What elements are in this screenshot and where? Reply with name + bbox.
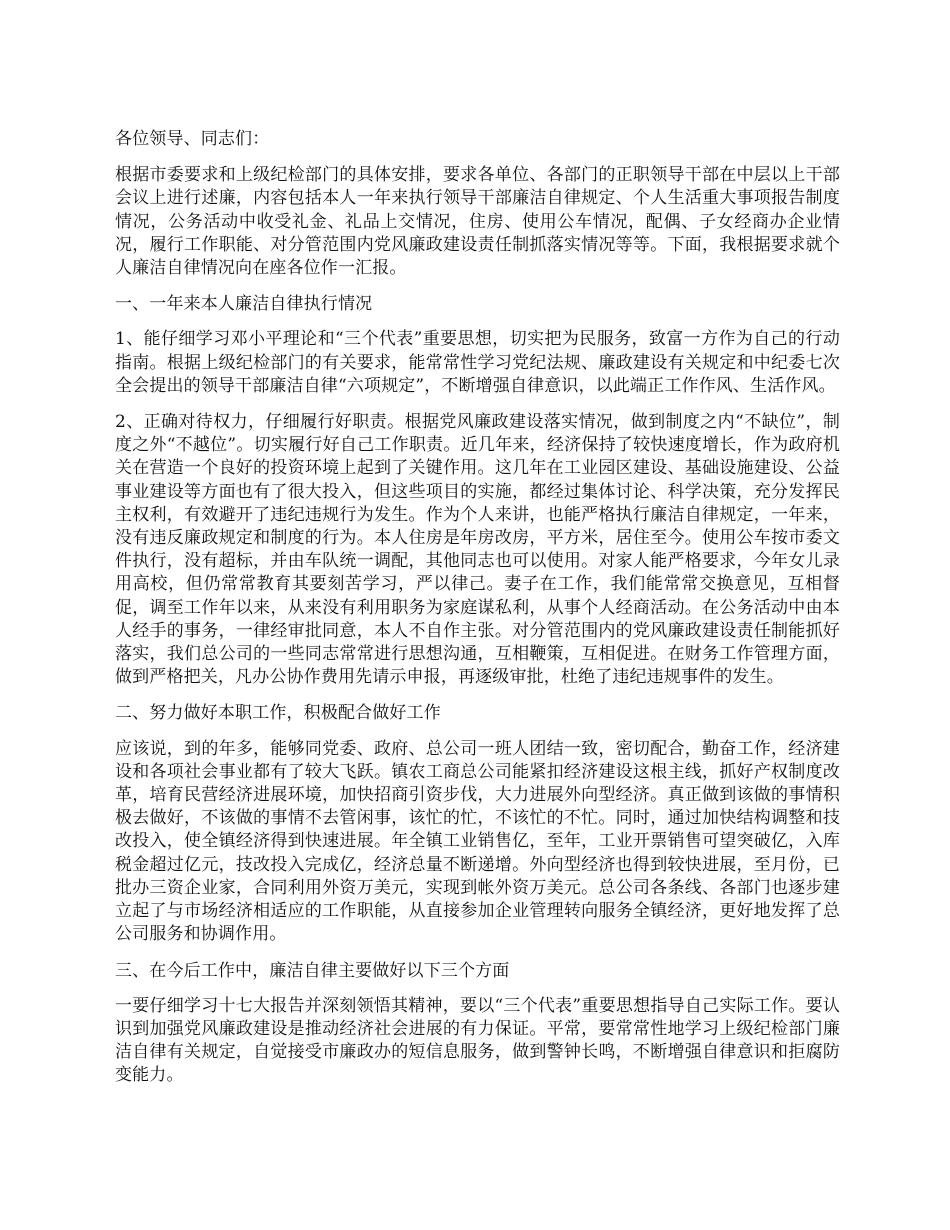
salutation: 各位领导、同志们： bbox=[115, 129, 270, 149]
section-1-paragraph-2: 2、正确对待权力，仔细履行好职责。根据党风廉政建设落实情况，做到制度之内“不缺位”，制度之外“不越位”。切实履行好自己工作职责。近几年来，经济保持了较快速度增长，作为政府机关在营造一个良好的投资环境上起到了关键作用。这几年在工业园区建设、基础设施建设、公益事业建设等方面也有了很大投入，但这些项目的实施，都经过集体讨论、科学决策，充分发挥民主权利，有效避开了违纪违规行为发生。作为个人来讲，也能严格执行廉洁自律规定，一年来，没有违反廉政规定和制度的行为。本人住房是年房改房，平方米，居住至今。使用公车按市委文件执行，没有超标，并由车队统一调配，其他同志也可以使用。对家人能严格要求，今年女儿录用高校，但仍常常教育其要刻苦学习，严以律己。妻子在工作，我们能常常交换意见，互相督促，调至工作年以来，从来没有利用职务为家庭谋私利，从事个人经商活动。在公务活动中由本人经手的事务，一律经审批同意，本人不自作主张。对分管范围内的党风廉政建设责任制能抓好落实，我们总公司的一些同志常常进行思想沟通，互相鞭策，互相促进。在财务工作管理方面，做到严格把关，凡办公协作费用先请示申报，再逐级审批，杜绝了违纪违规事件的发生。 bbox=[115, 412, 840, 688]
section-1-paragraph-1: 1、能仔细学习邓小平理论和“三个代表”重要思想，切实把为民服务，致富一方作为自己的行动指南。根据上级纪检部门的有关要求，能常常性学习党纪法规、廉政建设有关规定和中纪委七次全会提出的领导干部廉洁自律“六项规定”，不断增强自律意识，以此端正工作作风、生活作风。 bbox=[115, 329, 840, 396]
section-3-heading: 三、在今后工作中，廉洁自律主要做好以下三个方面 bbox=[115, 960, 510, 981]
section-2-heading: 二、努力做好本职工作，积极配合做好工作 bbox=[115, 703, 441, 724]
section-3-paragraph-1: 一要仔细学习十七大报告并深刻领悟其精神，要以“三个代表”重要思想指导自己实际工作。要认识到加强党风廉政建设是推动经济社会进展的有力保证。平常，要常常性地学习上级纪检部门廉洁自律有关规定，自觉接受市廉政办的短信息服务，做到警钟长鸣，不断增强自律意识和拒腐防变能力。 bbox=[115, 995, 840, 1086]
section-1-heading: 一、一年来本人廉洁自律执行情况 bbox=[115, 294, 373, 315]
intro-paragraph: 根据市委要求和上级纪检部门的具体安排，要求各单位、各部门的正职领导干部在中层以上干部会议上进行述廉，内容包括本人一年来执行领导干部廉洁自律规定、个人生活重大事项报告制度情况，公务活动中收受礼金、礼品上交情况，住房、使用公车情况，配偶、子女经商办企业情况，履行工作职能、对分管范围内党风廉政建设责任制抓落实情况等等。下面，我根据要求就个人廉洁自律情况向在座各位作一汇报。 bbox=[115, 165, 840, 279]
document-page bbox=[115, 128, 840, 1101]
section-2-paragraph-1: 应该说，到的年多，能够同党委、政府、总公司一班人团结一致，密切配合，勤奋工作，经济建设和各项社会事业都有了较大飞跃。镇农工商总公司能紧扣经济建设这根主线，抓好产权制度改革，培育民营经济进展环境，加快招商引资步伐，大力进展外向型经济。真正做到该做的事情积极去做好，不该做的事情不去管闲事，该忙的忙，不该忙的不忙。同时，通过加快结构调整和技改投入，使全镇经济得到快速进展。年全镇工业销售亿，至年，工业开票销售可望突破亿，入库税金超过亿元，技改投入完成亿，经济总量不断递增。外向型经济也得到较快进展，至月份，已批办三资企业家，合同利用外资万美元，实现到帐外资万美元。总公司各条线、各部门也逐步建立起了与市场经济相适应的工作职能，从直接参加企业管理转向服务全镇经济，更好地发挥了总公司服务和协调作用。 bbox=[115, 738, 840, 945]
